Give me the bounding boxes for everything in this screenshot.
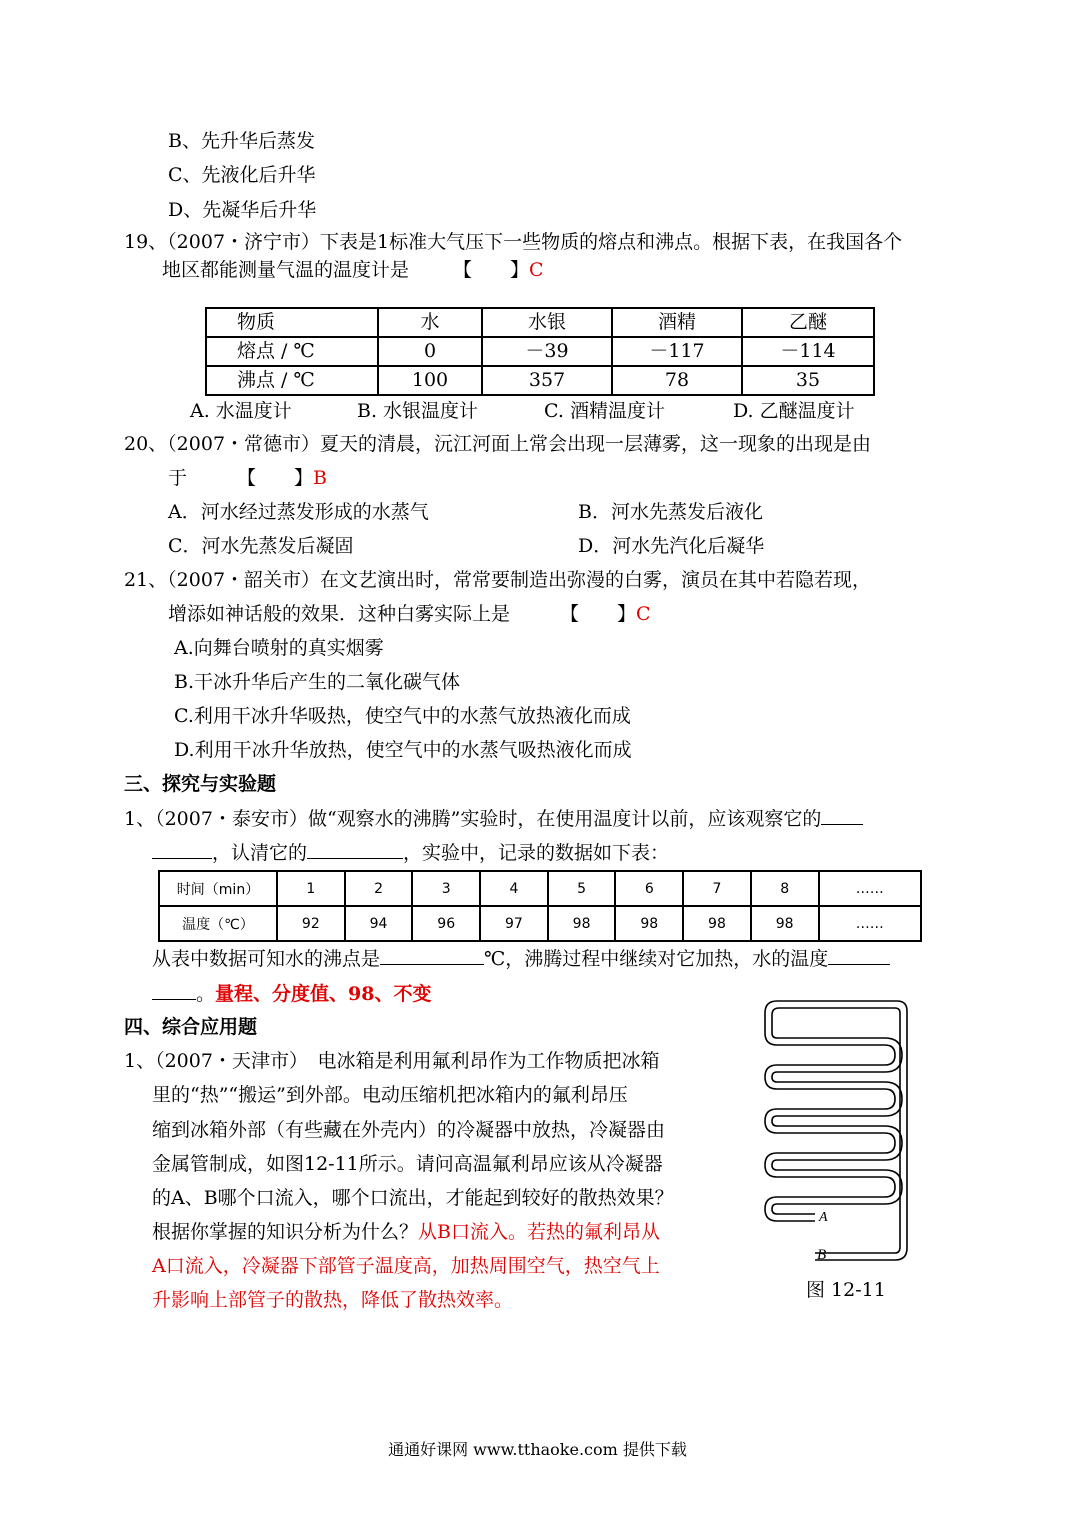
table-cell: 1 xyxy=(277,871,345,906)
table-cell: 8 xyxy=(751,871,819,906)
q20-option-b: B．河水先蒸发后液化 xyxy=(578,501,763,523)
table-row xyxy=(159,906,921,941)
table-cell: 2 xyxy=(345,871,413,906)
section3-q1-text-e: 。 xyxy=(196,983,216,1005)
q20-text: 于 xyxy=(168,467,188,489)
section4-q1-line: 里的“热”“搬运”到外部。电动压缩机把冰箱内的氟利昂压 xyxy=(152,1084,628,1106)
boiling-data-table xyxy=(158,870,922,942)
q20-option-d: D．河水先汽化后凝华 xyxy=(578,535,765,557)
q19-bracket: 【 】 xyxy=(453,259,530,281)
section4-q1-line: 缩到冰箱外部（有些藏在外壳内）的冷凝器中放热，冷凝器由 xyxy=(152,1119,666,1141)
section3-heading: 三、探究与实验题 xyxy=(124,773,277,795)
table-cell: 乙醚 xyxy=(742,308,874,337)
section4-q1-line: 的A、B哪个口流入，哪个口流出，才能起到较好的散热效果？ xyxy=(152,1187,674,1209)
table-cell: 97 xyxy=(480,906,548,941)
table-cell: 7 xyxy=(683,871,751,906)
table-cell: 92 xyxy=(277,906,345,941)
section3-q1-text-d: ℃，沸腾过程中继续对它加热，水的温度 xyxy=(484,948,829,970)
q21-option-b: B.干冰升华后产生的二氧化碳气体 xyxy=(174,671,461,693)
table-cell: 35 xyxy=(742,366,874,395)
q20-option-a: A．河水经过蒸发形成的水蒸气 xyxy=(168,501,429,523)
table-cell: 96 xyxy=(412,906,480,941)
q19-text: 地区都能测量气温的温度计是 xyxy=(162,259,410,281)
q19-option-a: A. 水温度计 xyxy=(190,400,292,422)
q18-option-c: C、先液化后升华 xyxy=(168,164,316,186)
table-cell: 沸点 / ℃ xyxy=(206,366,378,395)
table-cell: 0 xyxy=(378,337,482,366)
table-row xyxy=(159,871,921,906)
table-cell: 温度（℃） xyxy=(159,906,277,941)
table-cell: 5 xyxy=(548,871,616,906)
q19-option-c: C. 酒精温度计 xyxy=(544,400,665,422)
section3-q1-line3 xyxy=(152,946,890,971)
q20-bracket: 【 】 xyxy=(237,467,314,489)
page-footer: 通通好课网 www.tthaoke.com 提供下载 xyxy=(388,1440,687,1459)
q19-option-b: B. 水银温度计 xyxy=(357,400,479,422)
q21-text: 增添如神话般的效果．这种白雾实际上是 xyxy=(168,603,511,625)
section4-q1-line: 金属管制成，如图12-11所示。请问高温氟利昂应该从冷凝器 xyxy=(152,1153,663,1175)
answer-blank xyxy=(307,840,403,859)
q19-answer: C xyxy=(529,259,544,281)
table-cell: 3 xyxy=(412,871,480,906)
q20-line2 xyxy=(168,466,327,490)
section4-q1-line: 1、（2007・天津市） 电冰箱是利用氟利昂作为工作物质把冰箱 xyxy=(124,1050,660,1072)
table-row xyxy=(206,366,874,395)
q19-table xyxy=(205,307,875,396)
section4-q1-text: 根据你掌握的知识分析为什么？ xyxy=(152,1221,419,1243)
table-cell: 78 xyxy=(612,366,742,395)
q20-option-c: C．河水先蒸发后凝固 xyxy=(168,535,354,557)
answer-blank xyxy=(821,806,863,825)
answer-blank xyxy=(380,946,484,965)
answer-blank xyxy=(152,981,196,1000)
q19-line1: 19、（2007・济宁市）下表是1标准大气压下一些物质的熔点和沸点。根据下表，在我国各个 xyxy=(124,231,903,253)
table-cell: …… xyxy=(819,906,922,941)
table-cell: －39 xyxy=(482,337,612,366)
table-cell: 357 xyxy=(482,366,612,395)
answer-blank xyxy=(152,840,212,859)
section3-answer: 量程、分度值、98、不变 xyxy=(215,983,432,1005)
q20-line1: 20、（2007・常德市）夏天的清晨，沅江河面上常会出现一层薄雾，这一现象的出现是由 xyxy=(124,433,872,455)
figure-caption: 图 12-11 xyxy=(806,1279,886,1301)
q20-answer: B xyxy=(313,467,327,489)
section4-answer-line: 从B口流入。若热的氟利昂从 xyxy=(418,1221,660,1243)
answer-blank xyxy=(828,946,890,965)
q19-option-d: D. 乙醚温度计 xyxy=(733,400,855,422)
table-cell: 物质 xyxy=(206,308,378,337)
q21-line1: 21、（2007・韶关市）在文艺演出时，常常要制造出弥漫的白雾，演员在其中若隐若现， xyxy=(124,569,872,591)
table-cell: 98 xyxy=(683,906,751,941)
table-cell: 熔点 / ℃ xyxy=(206,337,378,366)
table-cell: 98 xyxy=(751,906,819,941)
q21-option-a: A.向舞台喷射的真实烟雾 xyxy=(174,637,384,659)
table-cell: 98 xyxy=(615,906,683,941)
section3-q1-text-b: ，实验中，记录的数据如下表： xyxy=(403,842,670,864)
section3-q1-line1 xyxy=(124,806,863,831)
section3-q1-text-a: ，认清它的 xyxy=(212,842,308,864)
q18-option-d: D、先凝华后升华 xyxy=(168,199,317,221)
q21-option-d: D.利用干冰升华放热，使空气中的水蒸气吸热液化而成 xyxy=(174,739,632,761)
section4-heading: 四、综合应用题 xyxy=(124,1016,258,1038)
condenser-coil-figure xyxy=(755,995,920,1267)
table-cell: －117 xyxy=(612,337,742,366)
q18-option-b: B、先升华后蒸发 xyxy=(168,130,315,152)
section3-q1-text-c: 从表中数据可知水的沸点是 xyxy=(152,948,381,970)
q21-bracket: 【 】 xyxy=(560,603,637,625)
q21-answer: C xyxy=(636,603,651,625)
section4-q1-line xyxy=(152,1220,660,1244)
table-row xyxy=(206,337,874,366)
section3-q1-line2 xyxy=(152,840,669,865)
table-cell: 水银 xyxy=(482,308,612,337)
table-cell: 时间（min） xyxy=(159,871,277,906)
table-row xyxy=(206,308,874,337)
q21-option-c: C.利用干冰升华吸热，使空气中的水蒸气放热液化而成 xyxy=(174,705,631,727)
table-cell: －114 xyxy=(742,337,874,366)
table-cell: …… xyxy=(819,871,922,906)
section4-answer-line: A口流入，冷凝器下部管子温度高，加热周围空气，热空气上 xyxy=(152,1255,660,1277)
table-cell: 100 xyxy=(378,366,482,395)
coil-label-a: A xyxy=(819,1210,828,1225)
table-cell: 6 xyxy=(615,871,683,906)
section3-q1-line4 xyxy=(152,981,431,1006)
table-cell: 4 xyxy=(480,871,548,906)
section4-answer-line: 升影响上部管子的散热，降低了散热效率。 xyxy=(152,1289,514,1311)
coil-label-b: B xyxy=(817,1247,827,1263)
q21-line2 xyxy=(168,602,651,626)
table-cell: 水 xyxy=(378,308,482,337)
section3-q1-text: 1、（2007・泰安市）做“观察水的沸腾”实验时，在使用温度计以前，应该观察它的 xyxy=(124,808,822,830)
table-cell: 94 xyxy=(345,906,413,941)
q19-line2 xyxy=(162,258,544,282)
table-cell: 98 xyxy=(548,906,616,941)
table-cell: 酒精 xyxy=(612,308,742,337)
